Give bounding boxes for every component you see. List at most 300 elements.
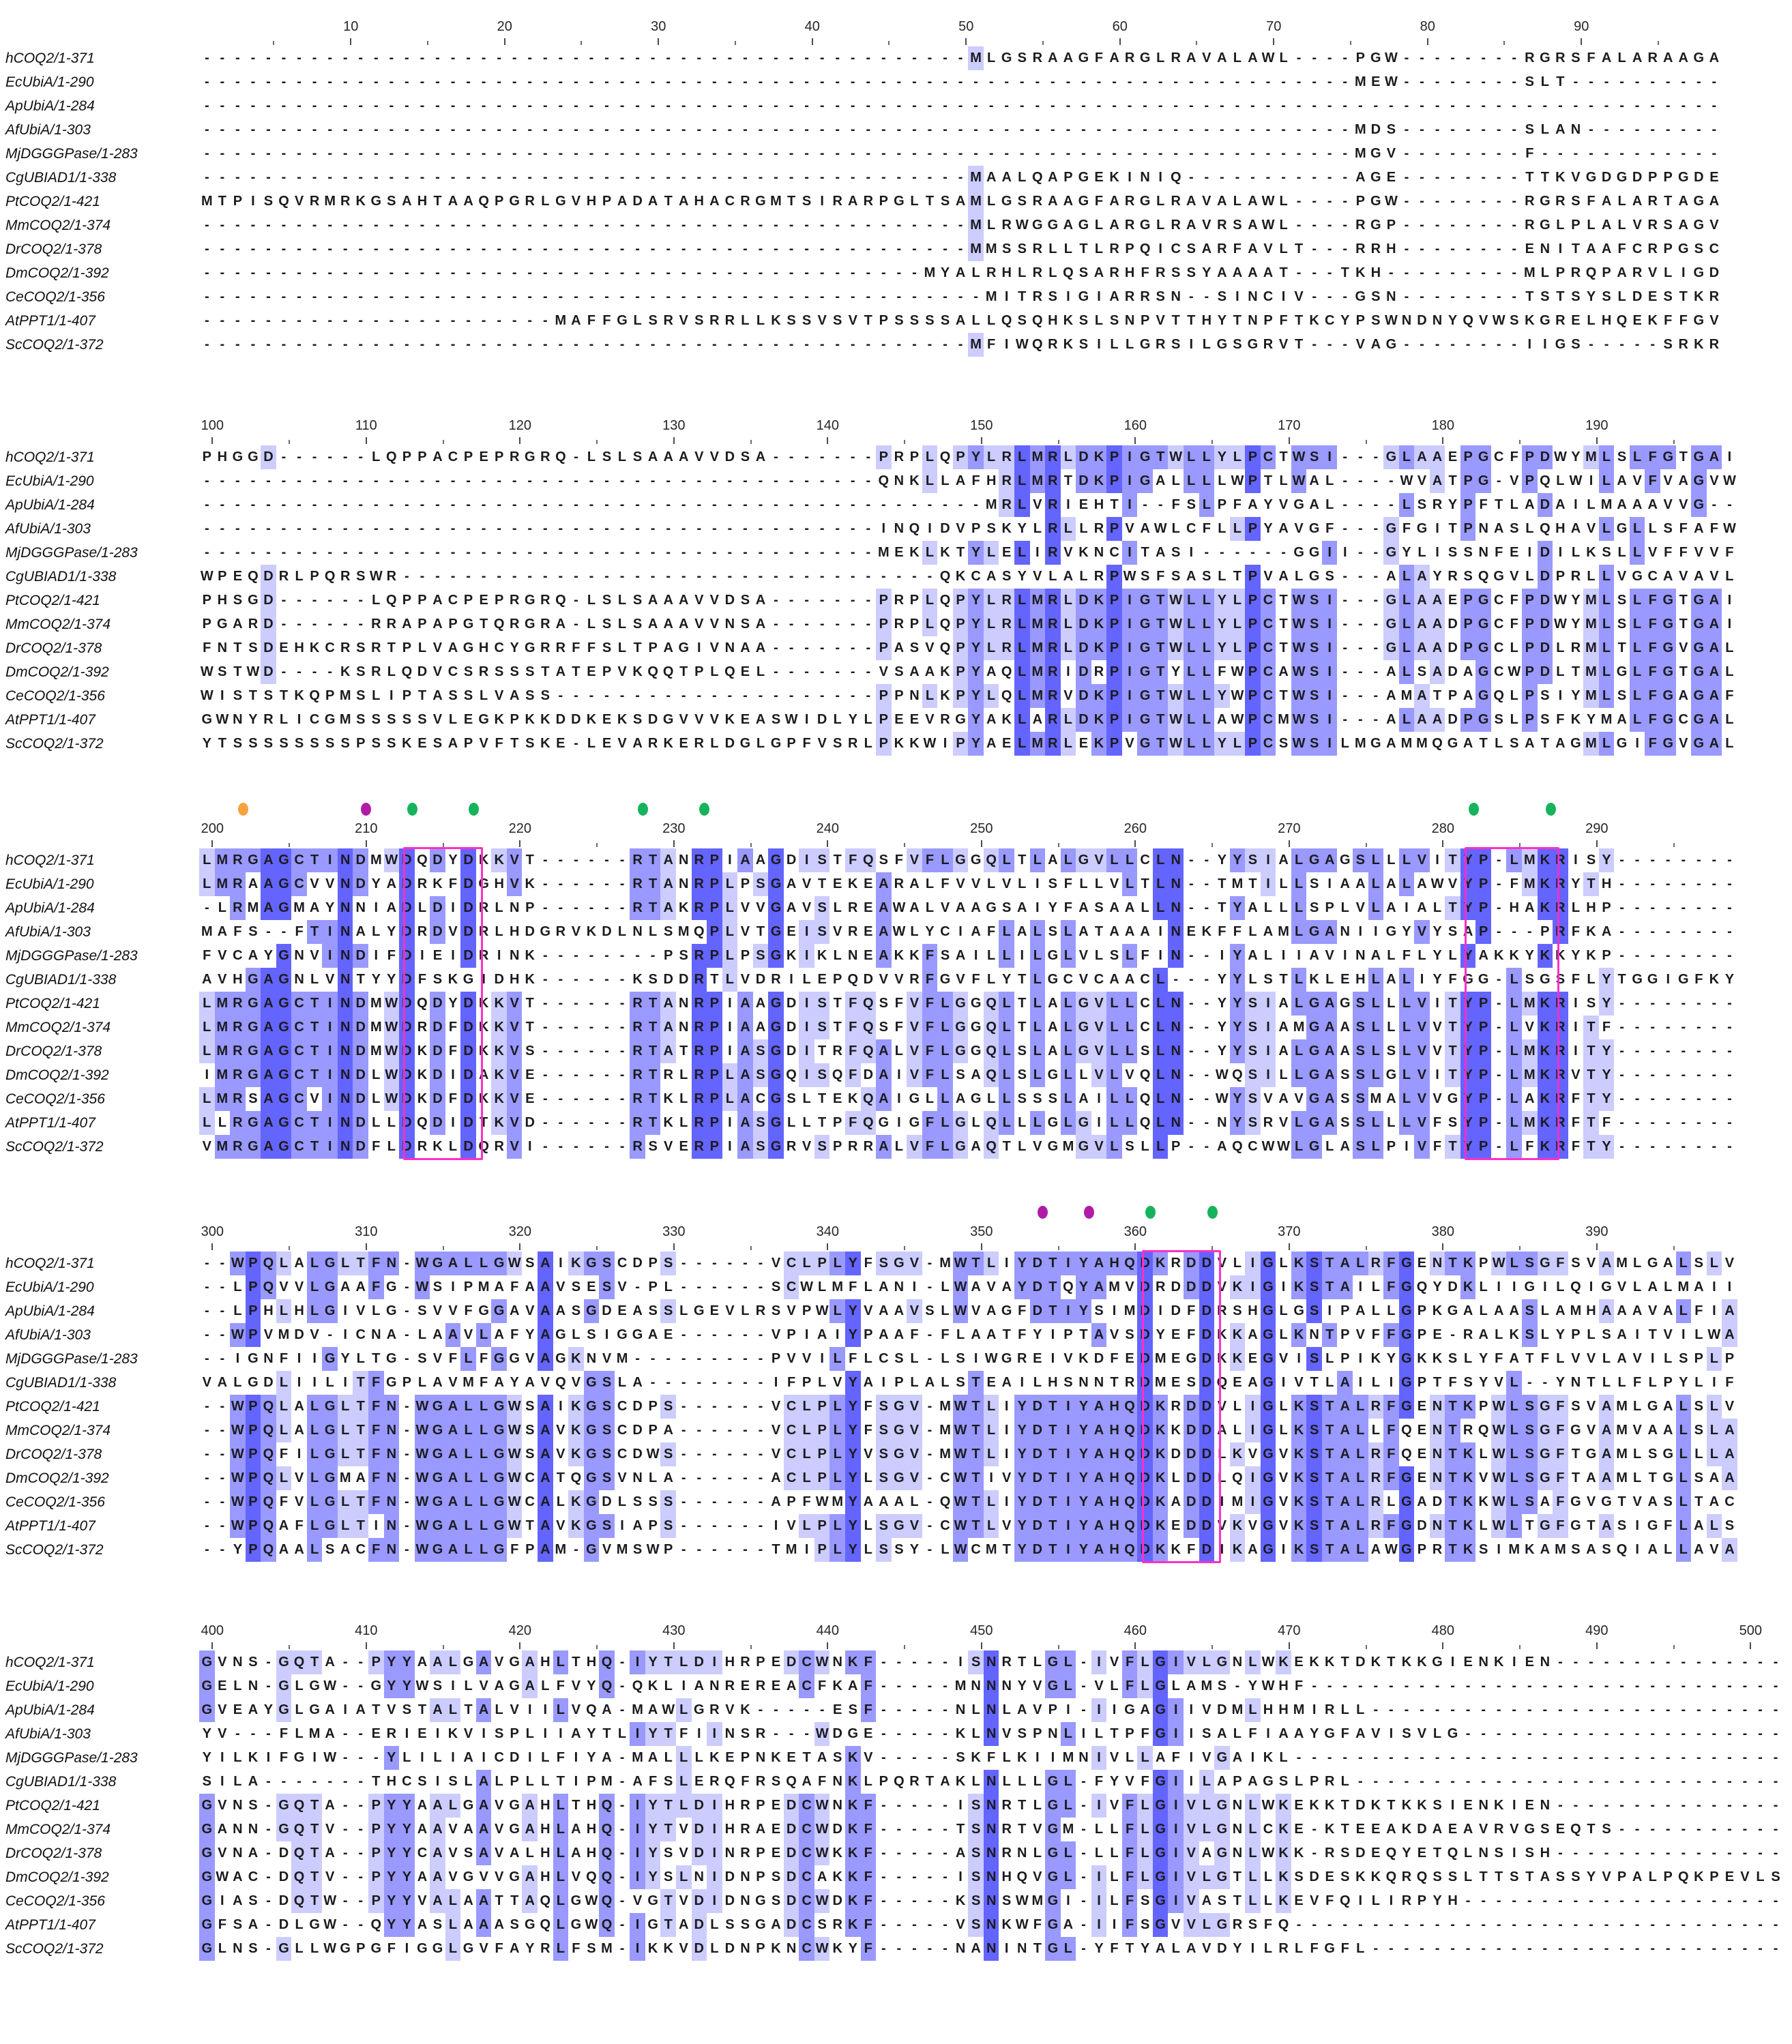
residue-cell[interactable]: - [789,569,794,584]
residue-cell[interactable]: V [740,900,750,915]
residue-cell[interactable]: S [1048,876,1058,891]
residue-cell[interactable]: S [1571,194,1581,209]
residue-cell[interactable]: D [399,872,415,896]
residue-cell[interactable]: S [1306,732,1322,756]
residue-cell[interactable]: N [1168,944,1184,968]
residue-cell[interactable]: L [1156,50,1165,65]
residue-cell[interactable]: - [389,497,394,512]
residue-cell[interactable]: F [1645,732,1660,756]
residue-cell[interactable]: S [233,593,243,608]
residue-cell[interactable]: V [1063,1351,1073,1366]
residue-cell[interactable]: V [956,521,965,536]
residue-cell[interactable]: N [1430,1395,1445,1419]
residue-cell[interactable]: - [681,569,686,584]
residue-cell[interactable]: T [1445,1016,1460,1039]
residue-cell[interactable]: V [1109,876,1119,891]
residue-cell[interactable]: A [1217,1423,1227,1438]
residue-cell[interactable]: S [1186,497,1196,512]
residue-cell[interactable]: R [1093,521,1104,536]
residue-cell[interactable]: F [1553,1419,1568,1442]
residue-cell[interactable]: - [604,1091,609,1106]
residue-cell[interactable]: M [339,688,351,703]
residue-cell[interactable]: S [432,736,443,751]
residue-cell[interactable]: I [482,972,486,987]
residue-cell[interactable]: A [261,1016,276,1039]
residue-cell[interactable]: T [664,194,673,209]
residue-cell[interactable]: - [1481,289,1486,304]
residue-cell[interactable]: - [973,122,978,137]
residue-cell[interactable]: V [1002,876,1012,891]
residue-cell[interactable]: - [574,1115,578,1130]
residue-cell[interactable]: - [466,98,471,113]
residue-cell[interactable]: - [835,265,840,280]
residue-cell[interactable]: Q [939,569,951,584]
residue-cell[interactable]: M [247,900,259,915]
residue-cell[interactable]: V [1648,1303,1658,1318]
residue-cell[interactable]: A [660,992,676,1016]
residue-cell[interactable]: P [953,684,969,708]
residue-cell[interactable]: - [220,1279,225,1294]
residue-cell[interactable]: T [307,1016,323,1039]
residue-cell[interactable]: L [1399,992,1415,1016]
residue-cell[interactable]: M [324,194,336,209]
residue-cell[interactable]: - [450,218,456,233]
residue-cell[interactable]: - [497,497,501,512]
residue-cell[interactable]: R [1570,640,1581,655]
residue-cell[interactable]: - [912,337,917,352]
residue-cell[interactable]: P [1340,1303,1350,1318]
residue-cell[interactable]: - [1435,241,1440,256]
residue-cell[interactable]: I [799,1063,814,1087]
residue-cell[interactable]: - [711,1423,717,1438]
residue-cell[interactable]: - [619,50,625,65]
residue-cell[interactable]: E [602,736,612,751]
residue-cell[interactable]: - [650,74,656,89]
residue-cell[interactable]: - [512,473,517,488]
residue-cell[interactable]: Q [861,1111,877,1135]
residue-cell[interactable]: L [987,218,996,233]
residue-cell[interactable]: - [497,521,501,536]
residue-cell[interactable]: - [1634,122,1640,137]
residue-cell[interactable]: P [1263,313,1273,328]
residue-cell[interactable]: G [1399,1275,1415,1299]
residue-cell[interactable]: S [1306,684,1322,708]
residue-cell[interactable]: - [1327,98,1332,113]
residue-cell[interactable]: - [619,1067,625,1082]
residue-cell[interactable]: K [632,972,643,987]
residue-cell[interactable]: - [1204,74,1209,89]
residue-cell[interactable]: - [297,289,302,304]
residue-cell[interactable]: - [743,1423,748,1438]
residue-cell[interactable]: V [679,313,688,328]
residue-cell[interactable]: - [204,50,209,65]
residue-cell[interactable]: G [1447,736,1458,751]
residue-cell[interactable]: L [1630,684,1645,708]
residue-cell[interactable]: - [558,337,563,352]
residue-cell[interactable]: - [220,1351,225,1366]
residue-cell[interactable]: L [1506,1087,1522,1111]
residue-cell[interactable]: F [1371,1327,1380,1342]
residue-cell[interactable]: F [1571,1139,1581,1154]
residue-cell[interactable]: - [281,146,287,161]
residue-cell[interactable]: Q [1001,688,1012,703]
residue-cell[interactable]: - [312,664,317,679]
residue-cell[interactable]: I [322,1016,338,1039]
residue-cell[interactable]: - [958,497,963,512]
residue-cell[interactable]: - [619,1115,625,1130]
residue-cell[interactable]: I [1358,1279,1363,1294]
residue-cell[interactable]: I [1061,1395,1076,1419]
residue-cell[interactable]: L [1479,1303,1488,1318]
residue-cell[interactable]: V [1414,1087,1430,1111]
residue-cell[interactable]: - [1420,241,1424,256]
residue-cell[interactable]: E [679,1139,688,1154]
residue-cell[interactable]: L [233,1303,242,1318]
residue-cell[interactable]: - [1496,853,1501,868]
residue-cell[interactable]: - [497,241,501,256]
residue-cell[interactable]: A [1322,1016,1338,1039]
residue-cell[interactable]: E [1248,1351,1258,1366]
residue-cell[interactable]: - [1357,98,1363,113]
residue-cell[interactable]: - [711,122,717,137]
residue-cell[interactable]: A [1722,1419,1737,1442]
residue-cell[interactable]: - [1342,640,1348,655]
residue-cell[interactable]: C [784,1419,799,1442]
residue-cell[interactable]: I [1261,872,1276,896]
residue-cell[interactable]: L [1218,569,1227,584]
residue-cell[interactable]: G [1261,1275,1276,1299]
residue-cell[interactable]: W [953,1275,969,1299]
residue-cell[interactable]: I [1322,445,1338,469]
residue-cell[interactable]: S [1663,218,1673,233]
residue-cell[interactable]: M [878,545,890,560]
residue-cell[interactable]: Y [968,708,984,732]
residue-cell[interactable]: - [850,617,855,632]
residue-cell[interactable]: - [1512,50,1517,65]
sequence-name[interactable]: AtPPT1/1-407 [5,1115,96,1131]
residue-cell[interactable]: V [694,593,704,608]
residue-cell[interactable]: P [707,920,722,944]
residue-cell[interactable]: G [1370,170,1381,185]
residue-cell[interactable]: K [1460,1251,1476,1275]
residue-cell[interactable]: E [1233,1375,1242,1390]
residue-cell[interactable]: W [200,664,214,679]
residue-cell[interactable]: N [909,688,920,703]
residue-cell[interactable]: - [912,122,917,137]
residue-cell[interactable]: Y [968,541,984,565]
residue-cell[interactable]: K [1230,1323,1246,1347]
residue-cell[interactable]: - [850,289,855,304]
residue-cell[interactable]: L [541,194,550,209]
residue-cell[interactable]: R [1045,469,1061,493]
residue-cell[interactable]: - [866,640,871,655]
sequence-row[interactable] [0,1251,1792,1275]
residue-cell[interactable]: V [1679,640,1688,655]
residue-cell[interactable]: T [645,896,661,920]
residue-cell[interactable]: S [1353,848,1368,872]
residue-cell[interactable]: R [724,313,735,328]
residue-cell[interactable]: S [248,924,258,939]
residue-cell[interactable]: Y [1033,1327,1042,1342]
residue-cell[interactable]: L [1676,1395,1692,1419]
residue-cell[interactable]: T [1445,848,1460,872]
residue-cell[interactable]: V [1414,1063,1430,1087]
residue-cell[interactable]: N [338,872,353,896]
residue-cell[interactable]: Q [662,664,674,679]
residue-cell[interactable]: A [647,1327,658,1342]
residue-cell[interactable]: - [1235,545,1240,560]
residue-cell[interactable]: - [881,146,886,161]
residue-cell[interactable]: C [291,992,307,1016]
residue-cell[interactable]: A [1430,636,1445,660]
sequence-name[interactable]: DrCOQ2/1-378 [5,1447,102,1462]
residue-cell[interactable]: T [572,664,581,679]
residue-cell[interactable]: - [204,74,209,89]
residue-cell[interactable]: V [1414,920,1430,944]
residue-cell[interactable]: M [555,313,567,328]
residue-cell[interactable]: A [1601,194,1612,209]
residue-cell[interactable]: E [986,1375,996,1390]
residue-cell[interactable]: I [1020,1375,1025,1390]
residue-cell[interactable]: C [1261,612,1276,636]
residue-cell[interactable]: L [987,876,996,891]
residue-cell[interactable]: A [737,848,753,872]
residue-cell[interactable]: G [1139,218,1151,233]
residue-cell[interactable]: - [220,497,225,512]
residue-cell[interactable]: - [927,1327,932,1342]
residue-cell[interactable]: G [430,1251,445,1275]
residue-cell[interactable]: - [835,146,840,161]
residue-cell[interactable]: A [1048,194,1058,209]
residue-cell[interactable]: - [789,473,794,488]
residue-cell[interactable]: Y [1599,1063,1615,1087]
residue-cell[interactable]: - [220,74,225,89]
residue-cell[interactable]: - [958,74,963,89]
residue-cell[interactable]: - [1512,146,1517,161]
residue-cell[interactable]: K [1555,170,1566,185]
residue-cell[interactable]: S [525,688,535,703]
residue-cell[interactable]: P [1522,636,1538,660]
residue-cell[interactable]: S [248,1091,258,1106]
sequence-name[interactable]: MmCOQ2/1-374 [5,1020,111,1035]
residue-cell[interactable]: Q [939,640,951,655]
residue-cell[interactable]: - [235,545,240,560]
residue-cell[interactable]: - [881,337,886,352]
residue-cell[interactable]: - [1296,265,1302,280]
residue-cell[interactable]: R [940,712,950,727]
residue-cell[interactable]: - [373,497,379,512]
residue-cell[interactable]: Y [448,996,458,1011]
residue-cell[interactable]: - [927,74,932,89]
residue-cell[interactable]: A [647,194,658,209]
residue-cell[interactable]: D [1709,265,1720,280]
residue-cell[interactable]: - [1665,924,1671,939]
residue-cell[interactable]: - [866,170,871,185]
residue-cell[interactable]: W [953,1299,969,1323]
residue-cell[interactable]: L [984,1251,999,1275]
residue-cell[interactable]: D [632,1256,643,1271]
residue-cell[interactable]: - [250,473,256,488]
residue-cell[interactable]: - [835,337,840,352]
residue-cell[interactable]: - [512,241,517,256]
residue-cell[interactable]: L [664,1279,673,1294]
residue-cell[interactable]: S [1371,313,1381,328]
residue-cell[interactable]: M [1030,660,1046,684]
residue-cell[interactable]: L [722,968,738,992]
residue-cell[interactable]: C [971,569,981,584]
residue-cell[interactable]: L [1399,1039,1415,1063]
residue-cell[interactable]: - [589,241,594,256]
residue-cell[interactable]: T [1571,241,1581,256]
residue-cell[interactable]: D [525,1115,535,1130]
residue-cell[interactable]: N [1168,1039,1184,1063]
residue-cell[interactable]: K [525,972,535,987]
residue-cell[interactable]: N [263,1351,274,1366]
residue-cell[interactable]: W [1291,684,1307,708]
residue-cell[interactable]: I [1020,948,1025,963]
residue-cell[interactable]: - [589,569,594,584]
residue-cell[interactable]: V [310,948,319,963]
residue-cell[interactable]: S [525,1447,535,1462]
residue-cell[interactable]: - [373,473,379,488]
residue-cell[interactable]: N [1570,1375,1581,1390]
residue-cell[interactable]: - [1220,146,1224,161]
residue-cell[interactable]: - [958,170,963,185]
residue-cell[interactable]: - [1342,241,1348,256]
residue-cell[interactable]: W [1231,688,1244,703]
residue-cell[interactable]: - [466,289,471,304]
residue-cell[interactable]: V [709,593,719,608]
residue-cell[interactable]: A [447,194,458,209]
residue-cell[interactable]: - [358,473,364,488]
residue-cell[interactable]: S [771,1303,781,1318]
residue-cell[interactable]: A [309,900,320,915]
residue-cell[interactable]: D [1137,1299,1153,1323]
residue-cell[interactable]: N [679,853,689,868]
residue-cell[interactable]: L [1122,872,1138,896]
residue-cell[interactable]: A [1678,688,1688,703]
residue-cell[interactable]: D [1076,612,1091,636]
residue-cell[interactable]: F [864,1256,872,1271]
residue-cell[interactable]: M [1030,469,1046,493]
residue-cell[interactable]: - [711,497,717,512]
residue-cell[interactable]: - [1342,449,1348,464]
residue-cell[interactable]: V [1663,497,1673,512]
residue-cell[interactable]: A [1048,1020,1058,1035]
residue-cell[interactable]: - [819,265,825,280]
residue-cell[interactable]: Q [555,593,566,608]
residue-cell[interactable]: - [1634,337,1640,352]
residue-cell[interactable]: - [405,569,409,584]
residue-cell[interactable]: W [384,1063,400,1087]
residue-cell[interactable]: D [1137,1395,1153,1419]
sequence-name[interactable]: PtCOQ2/1-421 [5,194,100,209]
residue-cell[interactable]: C [1493,664,1504,679]
residue-cell[interactable]: - [281,265,287,280]
residue-cell[interactable]: H [509,924,520,939]
sequence-row[interactable] [0,333,1792,357]
residue-cell[interactable]: V [1448,876,1458,891]
residue-cell[interactable]: A [1430,708,1445,732]
residue-cell[interactable]: T [1648,1327,1657,1342]
residue-cell[interactable]: Q [555,1375,566,1390]
residue-cell[interactable]: T [1340,265,1349,280]
residue-cell[interactable]: L [1368,992,1384,1016]
residue-cell[interactable]: M [1616,1423,1628,1438]
residue-cell[interactable]: G [1540,50,1551,65]
residue-cell[interactable]: I [374,900,379,915]
residue-cell[interactable]: D [1448,617,1458,632]
residue-cell[interactable]: L [818,1279,827,1294]
residue-cell[interactable]: - [358,497,364,512]
residue-cell[interactable]: P [310,569,319,584]
residue-cell[interactable]: R [1171,1256,1181,1271]
residue-cell[interactable]: - [1051,146,1055,161]
residue-cell[interactable]: - [1188,170,1194,185]
residue-cell[interactable]: - [1481,337,1486,352]
residue-cell[interactable]: F [1325,521,1334,536]
residue-cell[interactable]: Y [1002,972,1012,987]
residue-cell[interactable]: V [907,1419,922,1442]
residue-cell[interactable]: D [460,1135,476,1159]
residue-cell[interactable]: N [1168,872,1184,896]
residue-cell[interactable]: - [1327,289,1332,304]
residue-cell[interactable]: P [1522,589,1538,612]
residue-cell[interactable]: - [1634,876,1640,891]
residue-cell[interactable]: L [1510,640,1518,655]
residue-cell[interactable]: A [1599,1395,1615,1419]
residue-cell[interactable]: V [1263,569,1273,584]
residue-cell[interactable]: P [707,896,722,920]
residue-cell[interactable]: - [312,74,317,89]
residue-cell[interactable]: - [666,289,671,304]
residue-cell[interactable]: V [1091,1016,1107,1039]
residue-cell[interactable]: T [1445,992,1460,1016]
residue-cell[interactable]: G [430,1395,445,1419]
residue-cell[interactable]: W [1291,469,1307,493]
residue-cell[interactable]: C [1140,996,1150,1011]
residue-cell[interactable]: L [1018,1115,1027,1130]
residue-cell[interactable]: T [756,924,765,939]
residue-cell[interactable]: - [604,688,609,703]
residue-cell[interactable]: W [1215,1091,1229,1106]
residue-cell[interactable]: - [1404,194,1409,209]
residue-cell[interactable]: K [478,1091,489,1106]
residue-cell[interactable]: R [1217,1303,1227,1318]
residue-cell[interactable]: A [1386,688,1396,703]
residue-cell[interactable]: - [743,337,748,352]
residue-cell[interactable]: S [525,1423,535,1438]
residue-cell[interactable]: I [322,992,338,1016]
residue-cell[interactable]: - [1465,289,1471,304]
residue-cell[interactable]: L [1387,853,1396,868]
residue-cell[interactable]: V [1355,337,1365,352]
residue-cell[interactable]: H [294,640,304,655]
residue-cell[interactable]: I [1558,688,1563,703]
residue-cell[interactable]: - [635,241,640,256]
residue-cell[interactable]: - [1542,1375,1548,1390]
residue-cell[interactable]: - [1650,1020,1656,1035]
residue-cell[interactable]: G [1478,972,1489,987]
residue-cell[interactable]: I [774,1375,778,1390]
residue-cell[interactable]: - [896,98,902,113]
residue-cell[interactable]: R [1632,265,1643,280]
residue-cell[interactable]: - [574,853,578,868]
residue-cell[interactable]: L [956,1327,965,1342]
residue-cell[interactable]: V [664,1139,673,1154]
residue-cell[interactable]: - [681,98,686,113]
residue-cell[interactable]: - [389,241,394,256]
